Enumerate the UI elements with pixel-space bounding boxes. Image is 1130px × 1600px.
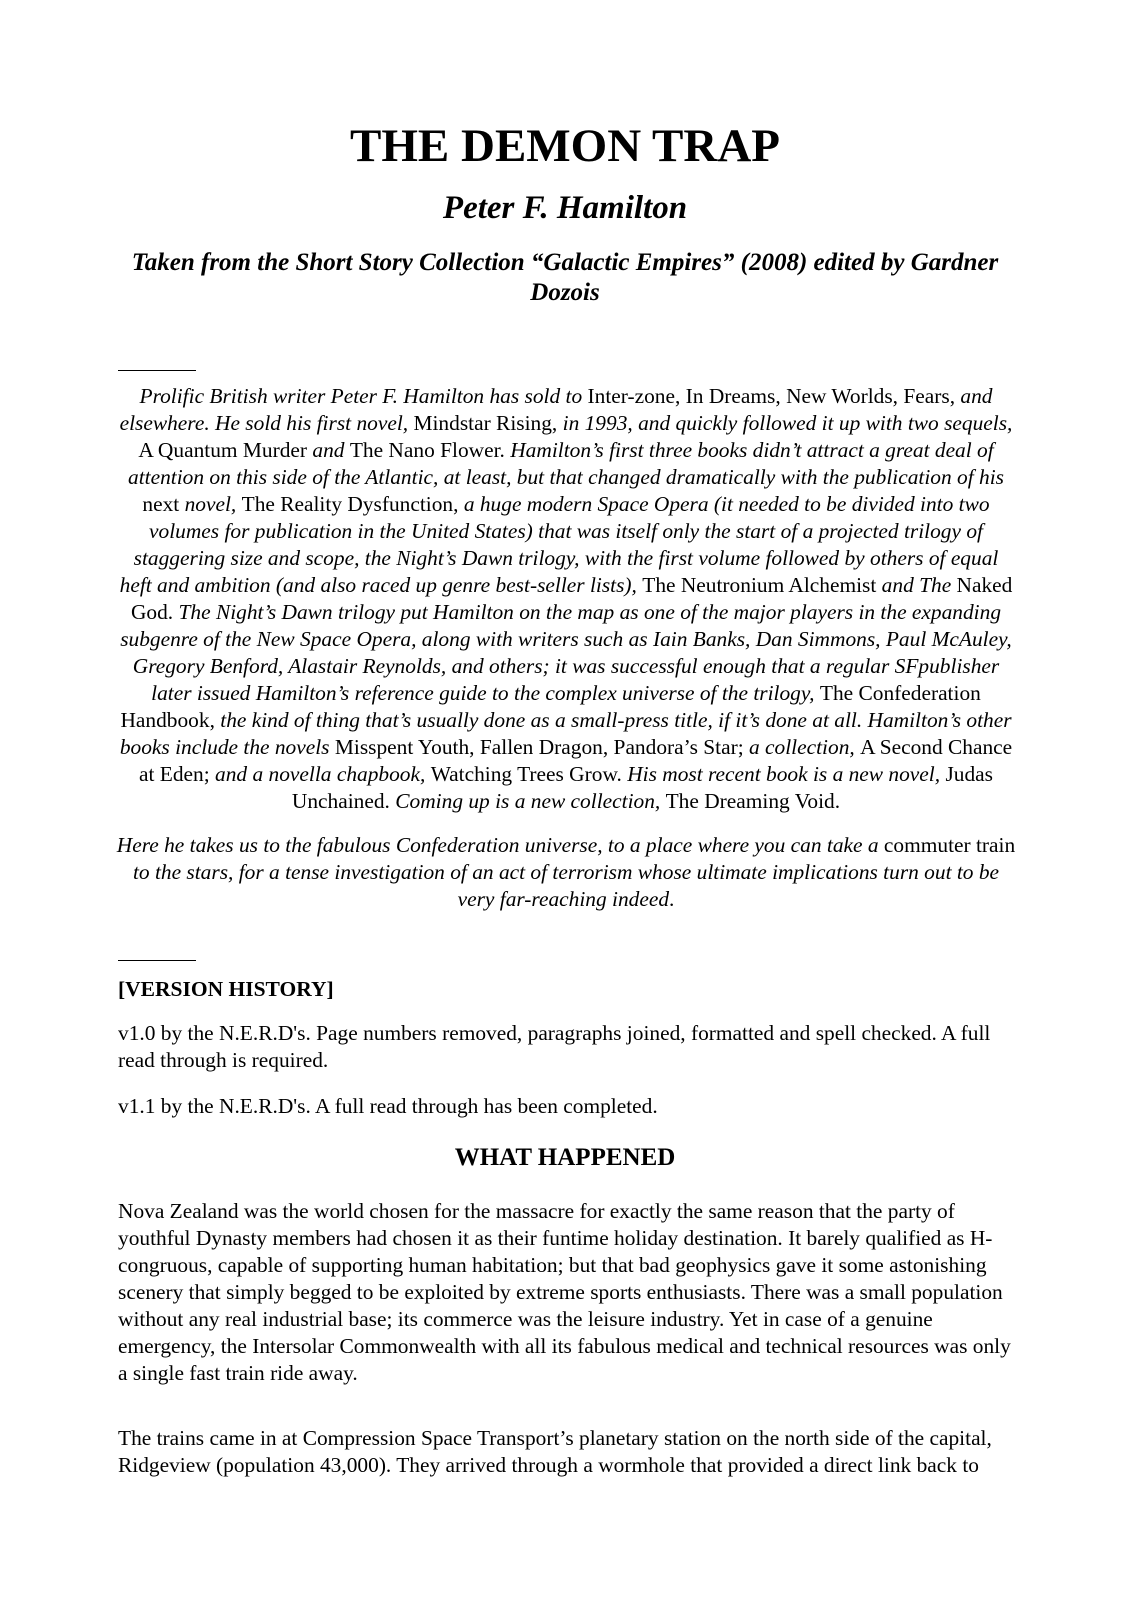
- text-run: The Dreaming Void.: [665, 789, 841, 813]
- text-run: His most recent book is a new novel,: [621, 762, 946, 786]
- text-run: A Quantum Murder: [138, 438, 308, 462]
- text-run: A Second Chance at Eden;: [139, 735, 1013, 786]
- text-run: and a novella chapbook,: [209, 762, 431, 786]
- body-paragraph-1: Nova Zealand was the world chosen for the massacre for exactly the same reason that the party of youthful Dynasty members had chosen it as their funtime holiday destination. It barely qualified as H-congruous, capable of supporting human habitation; but that bad geophysics gave it some astonishing scenery that simply begged to be exploited by extreme sports enthusiasts. There was a small population without any real industrial base; its commerce was the leisure industry. Yet in case of a genuine emergency, the Intersolar Commonwealth with all its fabulous medical and technical resources was only a single fast train ride away.: [118, 1199, 1011, 1385]
- text-run: .: [669, 887, 675, 911]
- text-run: The Night’s Dawn trilogy put Hamilton on the map as one of the major players in the expanding subgenre of the New Space Opera, along with writers such as Iain Banks, Dan Simmons, Paul McAuley, Gregory Benford, Alastair Reynolds, and others; it was successful enough that a regular SFpublisher later issued Hamilton’s reference guide to the complex universe of the trilogy,: [120, 600, 1012, 705]
- intro-paragraph-2: [116, 832, 1016, 913]
- text-run: Here he takes us to the fabulous Confederation universe, to a place where you can take a: [116, 833, 884, 857]
- text-run: a huge modern Space Opera (it needed to be divided into two volumes for publication in the United States) that was itself only the start of a projected trilogy of staggering size and scope, the Night’s Dawn trilogy, with the first volume followed by others of equal heft and ambition (and also raced up genre best-seller lists),: [119, 492, 999, 597]
- text-run: The Neutronium Alchemist: [642, 573, 877, 597]
- intro-paragraph-1: [116, 383, 1016, 815]
- divider-bottom: [118, 960, 196, 961]
- version-history-heading: [VERSION HISTORY]: [118, 977, 334, 1001]
- text-run: The Nano Flower.: [349, 438, 505, 462]
- text-run: Inter-zone, In Dreams, New Worlds, Fears,: [587, 384, 956, 408]
- text-run: to the stars, for a tense investigation of an act of terrorism whose ultimate implications turn out to be very far-reaching indeed: [132, 860, 1000, 911]
- section-heading: WHAT HAPPENED: [454, 1144, 676, 1171]
- text-run: and The: [876, 573, 957, 597]
- text-run: Prolific British writer Peter F. Hamilton has sold to: [139, 384, 588, 408]
- intro-block: [116, 383, 1016, 930]
- source-line: Taken from the Short Story Collection “Galactic Empires” (2008) edited by Gardner Dozois: [131, 249, 999, 306]
- divider-top: [118, 370, 196, 371]
- author-name: Peter F. Hamilton: [442, 190, 688, 226]
- text-run: the kind of thing that’s usually done as a small-press title, if it’s done at all. Hamilton’s other books include the novels: [119, 708, 1012, 759]
- text-run: Naked God.: [130, 573, 1013, 624]
- text-run: Mindstar Rising,: [413, 411, 558, 435]
- body-paragraph-2: The trains came in at Compression Space Transport’s planetary station on the north side of the capital, Ridgeview (population 43,000). They arrived through a wormhole that provided a direct link back to: [118, 1426, 992, 1477]
- text-run: novel,: [179, 492, 242, 516]
- document-title: THE DEMON TRAP: [350, 120, 780, 172]
- text-run: in 1993, and quickly followed it up with two sequels,: [557, 411, 1013, 435]
- version-entry-1-1: v1.1 by the N.E.R.D's. A full read through has been completed.: [118, 1094, 658, 1118]
- text-run: The Reality Dysfunction,: [241, 492, 459, 516]
- text-run: Judas Unchained.: [291, 762, 993, 813]
- text-run: next: [142, 492, 180, 516]
- text-run: Watching Trees Grow.: [430, 762, 622, 786]
- text-run: a collection,: [743, 735, 861, 759]
- text-run: Hamilton’s first three books didn’t attract a great deal of attention on this side of the Atlantic, at least, but that changed dramatically with the publication of his: [128, 438, 1004, 489]
- text-run: commuter train: [883, 833, 1016, 857]
- text-run: and elsewhere. He sold his first novel,: [119, 384, 993, 435]
- version-entry-1-0: v1.0 by the N.E.R.D's. Page numbers removed, paragraphs joined, formatted and spell checked. A full read through is required.: [118, 1021, 991, 1072]
- text-run: and: [307, 438, 350, 462]
- text-run: Misspent Youth, Fallen Dragon, Pandora’s Star;: [334, 735, 744, 759]
- text-run: Coming up is a new collection,: [389, 789, 666, 813]
- text-run: The Confederation Handbook,: [120, 681, 981, 732]
